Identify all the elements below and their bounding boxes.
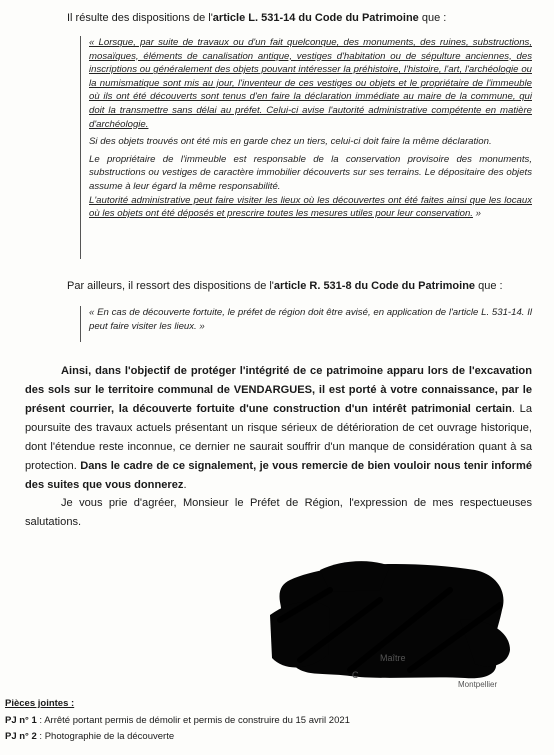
attachment-label: PJ n° 2: [5, 731, 37, 742]
article-reference: article L. 531-14 du Code du Patrimoine: [212, 12, 419, 24]
quote-paragraph-2: Si des objets trouvés ont été mis en garde chez un tiers, celui-ci doit faire la même déclaration.: [89, 136, 492, 148]
intro-text: Il résulte des dispositions de l': [67, 12, 213, 24]
main-normal: . La poursuite des travaux actuels présentant un risque sérieux de détérioration de cet ouvrage historique, dont l'étendue reste inconnue, ce dernier ne saurait souffrir d'un manque de considération quant à sa protection.: [25, 403, 532, 472]
attachment-text: : Arrêté portant permis de démolir et permis de construire du 15 avril 2021: [36, 715, 350, 726]
quote-paragraph-3: [89, 153, 532, 221]
quote-close: »: [472, 208, 481, 220]
attachment-2: [5, 731, 174, 743]
quote-block-l531-14: [80, 36, 532, 259]
attachment-label: PJ n° 1: [5, 715, 37, 726]
stamp-label-3: Montpellier: [458, 680, 498, 689]
attachment-1: [5, 715, 350, 727]
attachments-title: Pièces jointes :: [5, 698, 75, 709]
closing-text: Je vous prie d'agréer, Monsieur le Préfet de Région, l'expression de mes respectueuses salutations.: [25, 497, 532, 528]
redaction-scribble: [260, 560, 515, 700]
quote-paragraph-1: [89, 36, 532, 131]
closing-paragraph: [25, 494, 532, 532]
main-bold-2: Dans le cadre de ce signalement, je vous remercie de bien vouloir nous tenir informé des suites que vous donnerez: [25, 460, 532, 491]
intro2-text: Par ailleurs, il ressort des dispositions de l': [67, 280, 274, 292]
main-bold-1: Ainsi, dans l'objectif de protéger l'intégrité de ce patrimoine apparu lors de l'excavation des sols sur le territoire communal de VENDARGUES, il est porté à votre connaissance, par le présent courrier, la découverte fortuite d'une construction d'un intérêt patrimonial certain: [25, 365, 532, 415]
stamp-label-1: Maître: [380, 653, 406, 663]
main-paragraph: [25, 362, 532, 495]
redacted-signature-stamp: [260, 560, 515, 700]
attachment-text: : Photographie de la découverte: [36, 731, 175, 742]
stamp-label-2: C: [352, 670, 359, 680]
intro-paragraph-1: [67, 10, 537, 27]
intro-paragraph-2: [67, 278, 537, 295]
quote-underlined-text: « Lorsque, par suite de travaux ou d'un fait quelconque, des monuments, des ruines, substructions, mosaïques, éléments de canalisation antique, vestiges d'habitation ou de sépulture anciennes, des inscriptions ou généralement des objets pouvant intéresser la préhistoire, l'histoire, l'art, l'archéologie ou la numismatique sont mis au jour, l'inventeur de ces vestiges ou objets et le propriétaire de l'immeuble où ils ont été découverts sont tenus d'en faire la déclaration immédiate au maire de la commune, qui doit la transmettre sans délai au préfet. Celui-ci avise l'autorité administrative compétente en matière d'archéologie.: [89, 37, 532, 130]
main-end: .: [183, 479, 187, 491]
quote-block-r531-8: [80, 306, 532, 342]
intro-text-end: que :: [418, 12, 447, 24]
intro2-text-end: que :: [475, 280, 503, 292]
article-reference-2: article R. 531-8 du Code du Patrimoine: [273, 280, 476, 292]
quote-text: Le propriétaire de l'immeuble est responsable de la conservation provisoire des monuments, substructions ou vestiges de caractère immobilier découverts sur ses terrains. Le dépositaire des objets assume à leur égard la même responsabilité.: [89, 153, 532, 192]
quote2-text: « En cas de découverte fortuite, le préfet de région doit être avisé, en application de l'article L. 531-14. Il peut faire visiter les lieux. »: [89, 307, 532, 332]
quote-underlined-text-2: L'autorité administrative peut faire visiter les lieux où les découvertes ont été faites ainsi que les locaux où les objets ont été déposés et prescrire toutes les mesures utiles pour leur conservation.: [89, 194, 532, 220]
